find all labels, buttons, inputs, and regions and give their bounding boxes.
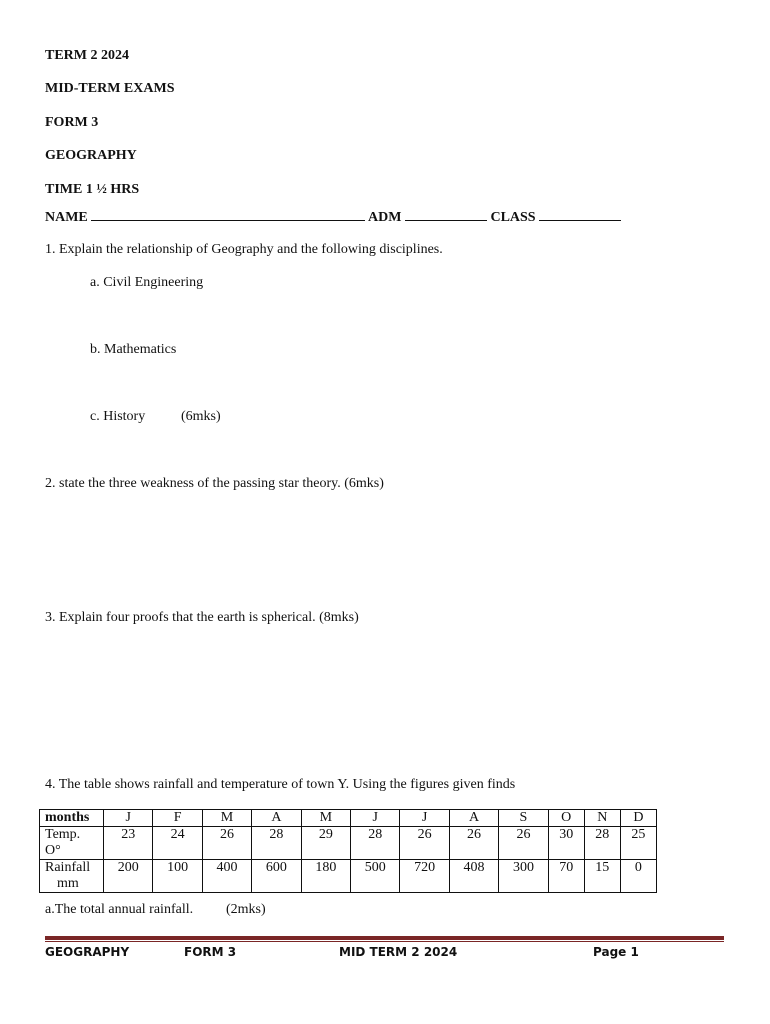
footer-form: FORM 3 [184,945,237,959]
subject-heading: GEOGRAPHY [45,148,137,163]
month-cell: O [548,810,584,827]
months-header-cell: months [40,810,104,827]
adm-blank[interactable] [405,208,487,221]
month-cell: A [449,810,498,827]
month-cell: F [153,810,202,827]
question-2-text: 2. state the three weakness of the passing star theory. (6mks) [45,476,384,491]
temperature-cell: 25 [620,827,656,860]
footer-exam: MID TERM 2 2024 [339,945,458,959]
question-4-text: 4. The table shows rainfall and temperature of town Y. Using the figures given finds [45,777,516,792]
question-4a-marks: (2mks) [226,902,266,917]
temperature-cell: 28 [351,827,400,860]
footer-subject: GEOGRAPHY [45,945,130,959]
temperature-cell: 26 [400,827,449,860]
rainfall-row [40,860,657,893]
month-cell: D [620,810,656,827]
months-row [40,810,657,827]
temperature-cell: 28 [584,827,620,860]
rainfall-cell: 15 [584,860,620,893]
question-1c: c. History [90,409,146,424]
rainfall-cell: 0 [620,860,656,893]
form-heading: FORM 3 [45,115,99,130]
temperature-header-cell [40,827,104,860]
rainfall-label: Rainfall [45,860,91,875]
month-cell: N [584,810,620,827]
term-heading: TERM 2 2024 [45,48,129,63]
temperature-cell: 26 [202,827,251,860]
month-cell: J [400,810,449,827]
rainfall-cell: 400 [202,860,251,893]
month-cell: J [104,810,153,827]
rainfall-unit: mm [57,876,79,891]
student-details-line [45,208,621,226]
rainfall-cell: 500 [351,860,400,893]
month-cell: S [499,810,548,827]
question-3-text: 3. Explain four proofs that the earth is spherical. (8mks) [45,610,359,625]
temperature-unit: O° [45,843,61,858]
class-blank[interactable] [539,208,621,221]
temperature-cell: 26 [499,827,548,860]
temperature-cell: 23 [104,827,153,860]
rainfall-header-cell [40,860,104,893]
question-1-text: 1. Explain the relationship of Geography and the following disciplines. [45,242,443,257]
rainfall-cell: 720 [400,860,449,893]
climate-table [39,809,657,893]
temperature-cell: 30 [548,827,584,860]
footer-rule-thin [45,941,724,942]
temperature-cell: 29 [301,827,350,860]
rainfall-cell: 100 [153,860,202,893]
question-1b: b. Mathematics [90,342,177,357]
footer-page-number: Page 1 [593,945,639,959]
question-4a: a.The total annual rainfall. [45,902,194,917]
temperature-cell: 26 [449,827,498,860]
rainfall-cell: 180 [301,860,350,893]
month-cell: J [351,810,400,827]
name-label: NAME [45,210,88,225]
name-blank[interactable] [91,208,365,221]
rainfall-cell: 600 [252,860,301,893]
adm-label: ADM [368,210,402,225]
temperature-row [40,827,657,860]
month-cell: M [202,810,251,827]
month-cell: A [252,810,301,827]
footer-rule-thick [45,936,724,940]
temperature-cell: 28 [252,827,301,860]
time-heading: TIME 1 ½ HRS [45,182,140,197]
class-label: CLASS [490,210,536,225]
question-1-marks: (6mks) [181,409,221,424]
rainfall-cell: 70 [548,860,584,893]
rainfall-cell: 200 [104,860,153,893]
month-cell: M [301,810,350,827]
question-1a: a. Civil Engineering [90,275,204,290]
exam-heading: MID-TERM EXAMS [45,81,175,96]
temperature-label: Temp. [45,827,81,842]
rainfall-cell: 300 [499,860,548,893]
temperature-cell: 24 [153,827,202,860]
rainfall-cell: 408 [449,860,498,893]
